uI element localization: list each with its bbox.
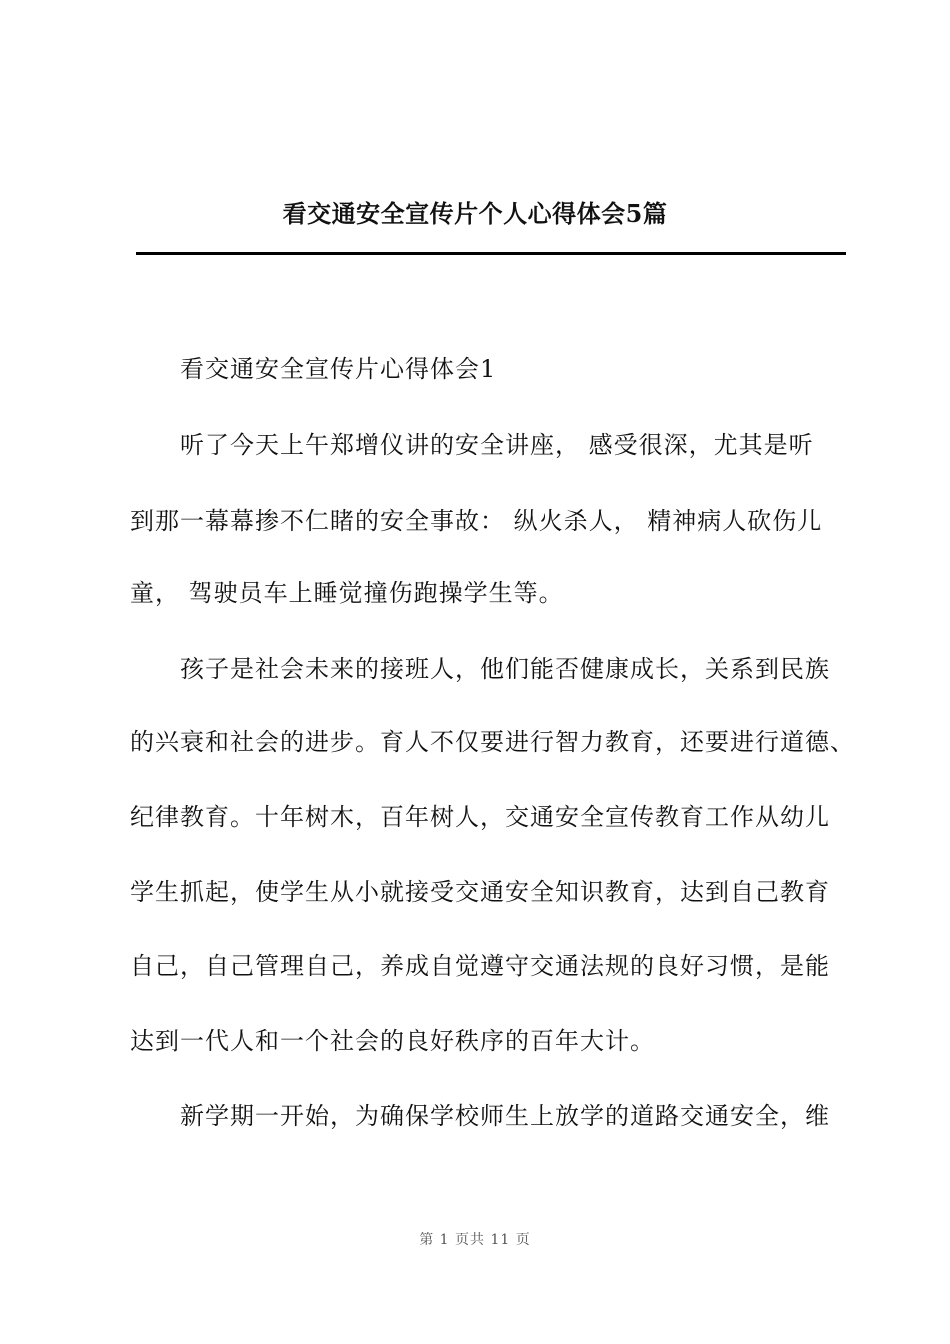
paragraph-line: 孩子是社会未来的接班人，他们能否健康成长，关系到民族 (180, 655, 830, 683)
section-heading: 看交通安全宣传片心得体会1 (180, 355, 497, 383)
paragraph-line: 到那一幕幕掺不仁睹的安全事故： 纵火杀人， 精神病人砍伤儿 (130, 507, 823, 535)
paragraph-line: 听了今天上午郑增仪讲的安全讲座， 感受很深，尤其是听 (180, 431, 814, 459)
paragraph-line: 学生抓起，使学生从小就接受交通安全知识教育，达到自己教育 (130, 878, 830, 906)
paragraph-line: 童， 驾驶员车上睡觉撞伤跑操学生等。 (130, 579, 564, 607)
paragraph-line: 新学期一开始，为确保学校师生上放学的道路交通安全，维 (180, 1102, 830, 1130)
paragraph-line: 纪律教育。十年树木，百年树人，交通安全宣传教育工作从幼儿 (130, 803, 830, 831)
paragraph-line: 的兴衰和社会的进步。育人不仅要进行智力教育，还要进行道德、 (130, 728, 855, 756)
paragraph-line: 达到一代人和一个社会的良好秩序的百年大计。 (130, 1027, 655, 1055)
page-number-footer: 第 1 页共 11 页 (419, 1232, 531, 1248)
title-divider (136, 252, 846, 255)
document-title: 看交通安全宣传片个人心得体会5篇 (282, 199, 668, 228)
paragraph-line: 自己，自己管理自己，养成自觉遵守交通法规的良好习惯，是能 (130, 952, 830, 980)
